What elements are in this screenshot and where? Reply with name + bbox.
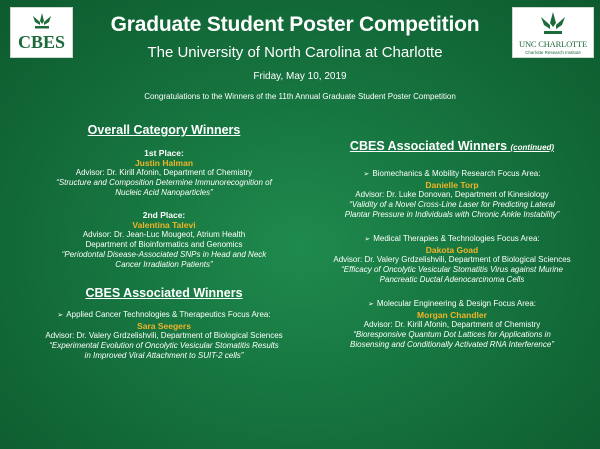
focus-area bbox=[316, 299, 588, 310]
second-place-title-line1: “Periodontal Disease-Associated SNPs in Head and Neck bbox=[61, 250, 267, 259]
entry-winner: Danielle Torp bbox=[425, 180, 479, 190]
entry-title-line1: “Validity of a Novel Cross-Line Laser for Predicting Lateral bbox=[349, 200, 555, 209]
cbes-continued-heading-text: CBES Associated Winners bbox=[349, 139, 508, 153]
cbes-entry-title-line2: in Improved Viral Attachment to SUIT-2 cells” bbox=[84, 351, 244, 360]
cbes-continued-entry bbox=[316, 299, 588, 350]
entry-title-line1: “Efficacy of Oncolytic Vesicular Stomatitis Virus against Murine bbox=[341, 265, 563, 274]
entry-advisor: Advisor: Dr. Kirill Afonin, Department of Chemistry bbox=[363, 320, 541, 329]
arrow-bullet-icon: ➢ bbox=[364, 236, 371, 243]
arrow-bullet-icon: ➢ bbox=[57, 312, 64, 319]
first-place-winner: Justin Halman bbox=[134, 158, 194, 168]
arrow-bullet-icon: ➢ bbox=[367, 301, 374, 308]
focus-area bbox=[316, 234, 588, 245]
first-place-advisor: Advisor: Dr. Kirill Afonin, Department of Chemistry bbox=[75, 168, 253, 177]
focus-area-label: Applied Cancer Technologies & Therapeutics Focus Area: bbox=[66, 310, 271, 319]
focus-area-label: Biomechanics & Mobility Research Focus Area: bbox=[372, 169, 541, 178]
second-place-block bbox=[14, 210, 314, 270]
right-column bbox=[316, 139, 588, 350]
second-place-advisor-line1: Advisor: Dr. Jean-Luc Mougeot, Atrium Health bbox=[82, 230, 246, 239]
unc-logo-subtitle: Charlotte Research Institute bbox=[525, 50, 581, 55]
entry-winner: Dakota Goad bbox=[425, 245, 479, 255]
focus-area bbox=[14, 310, 314, 321]
cbes-continued-entry bbox=[316, 169, 588, 220]
second-place-label: 2nd Place: bbox=[142, 210, 186, 220]
page-subtitle: The University of North Carolina at Charlotte bbox=[147, 44, 443, 61]
cbes-logo bbox=[10, 7, 73, 58]
entry-title-line1: “Bioresponsive Quantum Dot Lattices for Applications in bbox=[353, 330, 551, 339]
crown-leaf-icon bbox=[537, 10, 569, 38]
focus-area-label: Molecular Engineering & Design Focus Area: bbox=[376, 299, 537, 308]
overall-winners-heading: Overall Category Winners bbox=[87, 123, 241, 137]
second-place-title-line2: Cancer Irradiation Patients” bbox=[115, 260, 213, 269]
continued-label: (continued) bbox=[510, 143, 555, 152]
cbes-entry-title-line1: “Experimental Evolution of Oncolytic Vesicular Stomatitis Results bbox=[49, 341, 279, 350]
cbes-winners-heading: CBES Associated Winners bbox=[85, 286, 243, 300]
cbes-continued-entry bbox=[316, 234, 588, 285]
cbes-entry-advisor: Advisor: Dr. Valery Grdzelishvili, Department of Biological Sciences bbox=[45, 331, 283, 340]
arrow-bullet-icon: ➢ bbox=[363, 171, 370, 178]
first-place-label: 1st Place: bbox=[144, 148, 184, 158]
unc-logo-name: UNC CHARLOTTE bbox=[519, 39, 587, 49]
left-column bbox=[14, 123, 314, 361]
cbes-entry bbox=[14, 310, 314, 361]
entry-winner: Morgan Chandler bbox=[417, 310, 487, 320]
entry-title-line2: Biosensing and Conditionally Activated RNA Interference” bbox=[350, 340, 554, 349]
entry-title-line2: Pancreatic Ductal Adenocarcinoma Cells bbox=[379, 275, 525, 284]
unc-charlotte-logo bbox=[512, 7, 594, 58]
entry-title-line2: Plantar Pressure in Individuals with Chronic Ankle Instability” bbox=[344, 210, 560, 219]
focus-area bbox=[316, 169, 588, 180]
first-place-block bbox=[14, 148, 314, 198]
entry-advisor: Advisor: Dr. Valery Grdzelishvili, Department of Biological Sciences bbox=[333, 255, 571, 264]
second-place-advisor-line2: Department of Bioinformatics and Genomics bbox=[85, 240, 243, 249]
first-place-title-line2: Nucleic Acid Nanoparticles” bbox=[115, 188, 213, 197]
congratulations-line: Congratulations to the Winners of the 11th Annual Graduate Student Poster Competition bbox=[144, 92, 456, 101]
second-place-winner: Valentina Talevi bbox=[132, 220, 196, 230]
cbes-logo-text: CBES bbox=[17, 32, 66, 52]
focus-area-label: Medical Therapies & Technologies Focus Area: bbox=[373, 234, 540, 243]
crown-leaf-icon bbox=[29, 11, 55, 31]
cbes-entry-winner: Sara Seegers bbox=[137, 321, 191, 331]
page-title: Graduate Student Poster Competition bbox=[110, 13, 480, 36]
event-date: Friday, May 10, 2019 bbox=[253, 71, 347, 82]
first-place-title-line1: “Structure and Composition Determine Immunorecognition of bbox=[56, 178, 272, 187]
entry-advisor: Advisor: Dr. Luke Donovan, Department of Kinesiology bbox=[355, 190, 549, 199]
cbes-continued-heading bbox=[316, 139, 588, 153]
